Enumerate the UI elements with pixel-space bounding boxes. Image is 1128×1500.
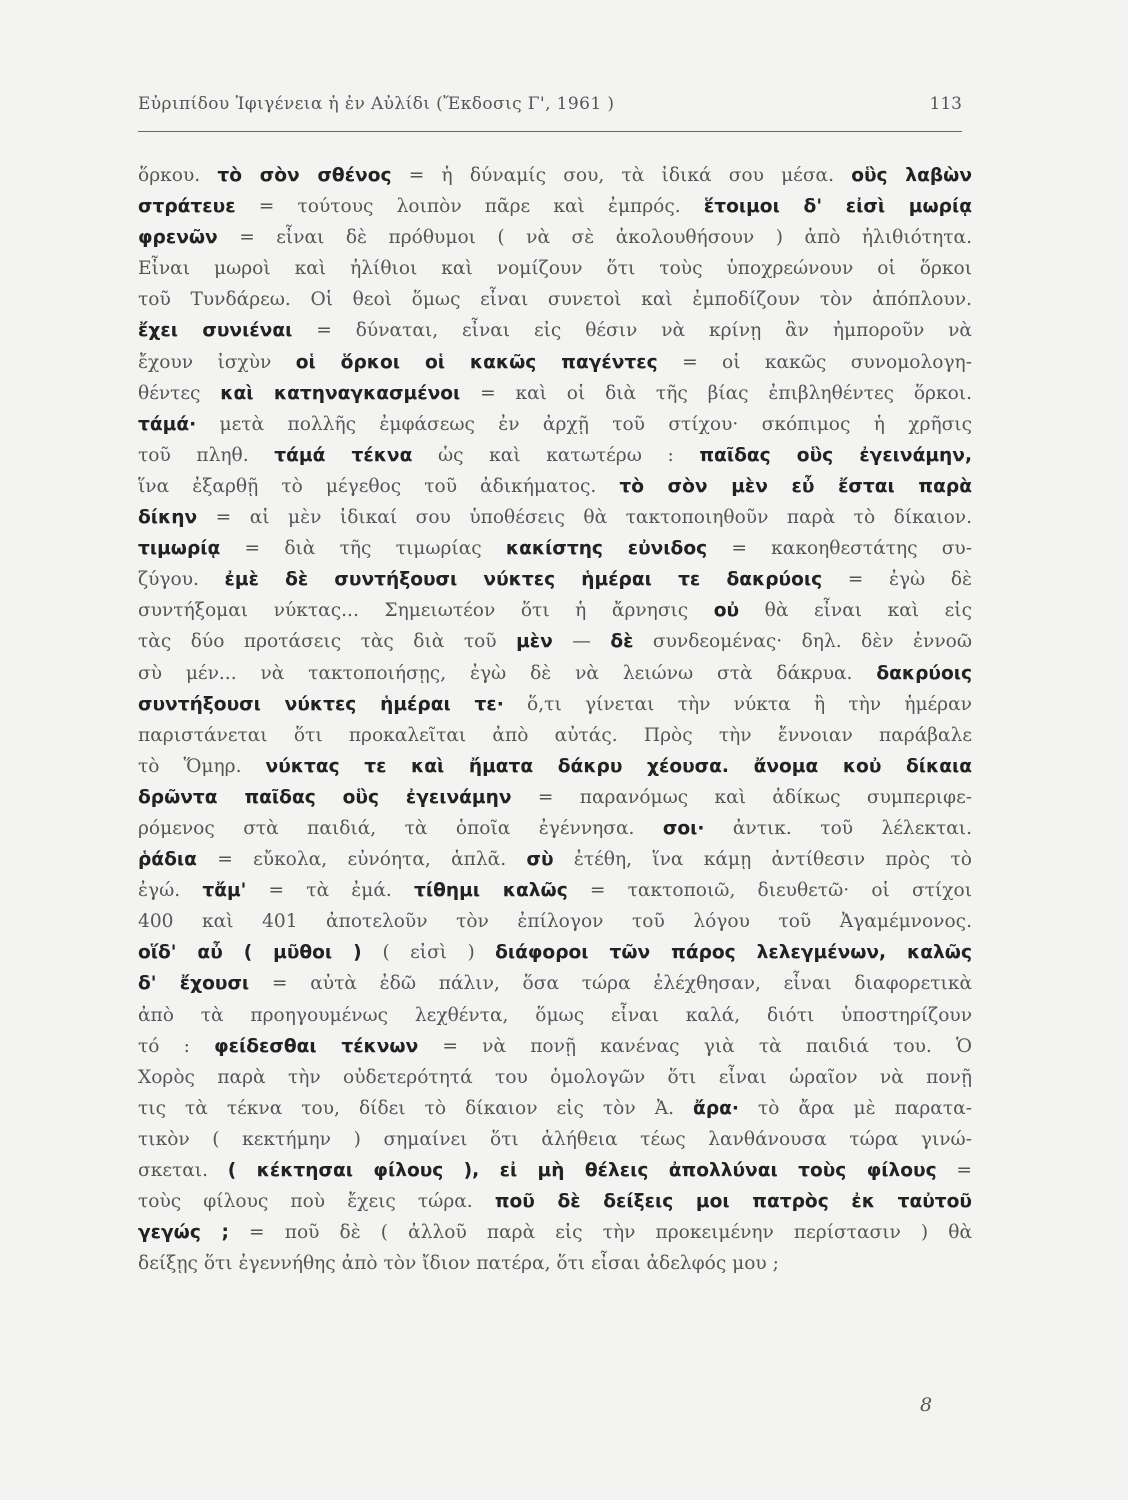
text-line	[138, 1186, 972, 1217]
gloss: —	[552, 631, 611, 653]
gloss: τὰς δύο προτάσεις τὰς διὰ τοῦ	[138, 631, 517, 653]
gloss: ἀντικ. τοῦ λέλεκται.	[704, 817, 972, 839]
lemma: φείδεσθαι τέκνων	[214, 1035, 419, 1057]
text-line	[138, 937, 972, 968]
gloss: = καὶ οἱ διὰ τῆς βίας ἐπιβληθέντες ὅρκοι.	[460, 382, 972, 404]
lemma: δὲ	[610, 631, 634, 653]
gloss: θέντες	[138, 382, 221, 404]
lemma: ἔχει συνιέναι	[138, 320, 293, 342]
text-line	[138, 626, 972, 657]
gloss: ἀπὸ τὰ προηγουμένως λεχθέντα, ὅμως εἶναι καλά, διότι ὑποστηρίζουν	[138, 1004, 972, 1026]
text-line	[138, 502, 972, 533]
gloss: = ἐγὼ δὲ	[822, 569, 972, 591]
text-line	[138, 160, 972, 191]
lemma: νύκτας τε καὶ ἤματα δάκρυ χέουσα. ἄνομα κοὐ δίκαια	[265, 755, 972, 777]
lemma: τὸ σὸν μὲν εὖ ἔσται παρὰ	[619, 475, 972, 497]
gloss: = παρανόμως καὶ ἀδίκως συμπεριφε-	[511, 786, 972, 808]
text-line	[138, 409, 972, 440]
lemma: ( κέκτησαι φίλους ), εἰ μὴ θέλεις ἀπολλύναι τοὺς φίλους	[227, 1160, 937, 1181]
gloss: ἐγώ.	[138, 880, 203, 902]
gloss: σκεται.	[138, 1160, 228, 1181]
text-line	[138, 1217, 972, 1248]
text-line	[138, 471, 972, 502]
lemma: ῥάδια	[138, 849, 197, 871]
page-number: 113	[929, 94, 962, 114]
lemma: ἄρα·	[693, 1097, 739, 1119]
text-line	[138, 1248, 972, 1279]
gloss: = εἶναι δὲ πρόθυμοι ( νὰ σὲ ἀκολουθήσουν ) ἀπὸ ἠλιθιότητα.	[217, 227, 972, 249]
text-line	[138, 595, 972, 626]
gloss: = κακοηθεστάτης συ-	[707, 538, 972, 560]
gloss: τὸ Ὅμηρ.	[138, 755, 266, 777]
text-line	[138, 191, 972, 222]
text-line	[138, 689, 972, 720]
text-line	[138, 284, 972, 315]
lemma: τιμωρίᾳ	[138, 538, 221, 560]
commentary-text	[138, 160, 972, 1279]
lemma: τάμά τέκνα	[274, 444, 413, 466]
text-line	[138, 564, 972, 595]
gloss: τις τὰ τέκνα του, δίδει τὸ δίκαιον εἰς τὸν Ἀ.	[138, 1097, 694, 1119]
gloss: τοὺς φίλους ποὺ ἔχεις τώρα.	[138, 1191, 495, 1213]
text-line	[138, 222, 972, 253]
text-line	[138, 1155, 972, 1186]
gloss: ἐτέθη, ἵνα κάμῃ ἀντίθεσιν πρὸς τὸ	[553, 849, 972, 871]
text-line	[138, 875, 972, 906]
gloss: 400 καὶ 401 ἀποτελοῦν τὸν ἐπίλογον τοῦ λόγου τοῦ Ἀγαμέμνονος.	[138, 911, 972, 933]
text-line	[138, 844, 972, 875]
gloss: μετὰ πολλῆς ἐμφάσεως ἐν ἀρχῇ τοῦ στίχου· σκόπιμος ἡ χρῆσις	[196, 413, 972, 435]
text-line	[138, 751, 972, 782]
gloss: = νὰ πονῇ κανένας γιὰ τὰ παιδιά του. Ὁ	[418, 1035, 972, 1057]
lemma: μὲν	[516, 631, 553, 653]
lemma: τἄμ'	[202, 880, 247, 902]
text-line	[138, 378, 972, 409]
text-line	[138, 782, 972, 813]
gloss: τικὸν ( κεκτήμην ) σημαίνει ὅτι ἀλήθεια τέως λανθάνουσα τώρα γινώ-	[138, 1128, 972, 1150]
lemma: δακρύοις	[876, 662, 972, 684]
text-line	[138, 533, 972, 564]
text-line	[138, 968, 972, 999]
lemma: σοι·	[662, 817, 705, 839]
gloss: = τὰ ἐμά.	[246, 880, 414, 902]
lemma: οὓς λαβὼν	[851, 165, 972, 186]
text-line	[138, 720, 972, 751]
gloss: παριστάνεται ὅτι προκαλεῖται ἀπὸ αὐτάς. Πρὸς τὴν ἔννοιαν παράβαλε	[138, 724, 972, 746]
gloss: = εὔκολα, εὐνόητα, ἁπλᾶ.	[196, 849, 527, 871]
gloss: ρόμενος στὰ παιδιά, τὰ ὁποῖα ἐγέννησα.	[138, 817, 663, 839]
lemma: στράτευε	[138, 196, 236, 218]
gloss: σὺ μέν... νὰ τακτοποιήσῃς, ἐγὼ δὲ νὰ λειώνω στὰ δάκρυα.	[138, 662, 877, 684]
gloss: = οἱ κακῶς συνομολογη-	[657, 351, 972, 373]
text-line	[138, 315, 972, 346]
lemma: σὺ	[526, 849, 554, 871]
gloss: ὅ,τι γίνεται τὴν νύκτα ἢ τὴν ἡμέραν	[503, 693, 972, 715]
lemma: κακίστης εὐνιδος	[505, 538, 708, 560]
lemma: δίκην	[138, 507, 198, 529]
lemma: συντήξουσι νύκτες ἡμέραι τε·	[138, 693, 504, 715]
gloss: =	[936, 1160, 972, 1181]
signature-mark: 8	[920, 1394, 933, 1416]
text-line	[138, 1062, 972, 1093]
gloss: συντήξομαι νύκτας... Σημειωτέον ὅτι ἡ ἄρνησις	[138, 600, 714, 622]
gloss: τὸ ἄρα μὲ παρατα-	[738, 1097, 972, 1119]
gloss: ὅρκου.	[138, 165, 218, 186]
gloss: = τακτοποιῶ, διευθετῶ· οἱ στίχοι	[567, 880, 972, 902]
lemma: ἕτοιμοι δ' εἰσὶ μωρίᾳ	[703, 196, 972, 218]
text-line	[138, 658, 972, 689]
text-line	[138, 906, 972, 937]
lemma: ἐμὲ δὲ συντήξουσι νύκτες ἡμέραι τε δακρύοις	[224, 569, 823, 591]
lemma: φρενῶν	[138, 227, 218, 249]
gloss: = διὰ τῆς τιμωρίας	[220, 538, 506, 560]
lemma: τίθημι καλῶς	[414, 880, 568, 902]
gloss: ζύγου.	[138, 569, 225, 591]
gloss: δείξῃς ὅτι ἐγεννήθης ἀπὸ τὸν ἴδιον πατέρα, ὅτι εἶσαι ἀδελφός μου ;	[138, 1253, 779, 1275]
gloss: τό :	[138, 1035, 215, 1057]
running-header	[138, 92, 962, 132]
gloss: Εἶναι μωροὶ καὶ ἠλίθιοι καὶ νομίζουν ὅτι τοὺς ὑποχρεώνουν οἱ ὅρκοι	[138, 258, 972, 280]
gloss: = ἡ δύναμίς σου, τὰ ἰδικά σου μέσα.	[391, 165, 852, 186]
lemma: διάφοροι τῶν πάρος λελεγμένων, καλῶς	[495, 942, 972, 964]
gloss: τοῦ Τυνδάρεω. Οἱ θεοὶ ὅμως εἶναι συνετοὶ καὶ ἐμποδίζουν τὸν ἀπόπλουν.	[138, 289, 972, 311]
gloss: = αὐτὰ ἐδῶ πάλιν, ὅσα τώρα ἐλέχθησαν, εἶναι διαφορετικὰ	[249, 973, 972, 995]
text-line	[138, 253, 972, 284]
text-line	[138, 1031, 972, 1062]
gloss: = αἱ μὲν ἰδικαί σου ὑποθέσεις θὰ τακτοποιηθοῦν παρὰ τὸ δίκαιον.	[197, 507, 972, 529]
lemma: ποῦ δὲ δείξεις μοι πατρὸς ἐκ ταὐτοῦ	[494, 1191, 972, 1213]
text-line	[138, 1093, 972, 1124]
lemma: τάμά·	[138, 413, 197, 435]
lemma: τὸ σὸν σθένος	[217, 165, 392, 186]
lemma: οἵδ' αὖ ( μῦθοι )	[138, 942, 383, 964]
text-line	[138, 813, 972, 844]
lemma: οἱ ὅρκοι οἱ κακῶς παγέντες	[295, 351, 658, 373]
lemma: οὐ	[713, 600, 740, 622]
gloss: ἵνα ἐξαρθῇ τὸ μέγεθος τοῦ ἀδικήματος.	[138, 475, 620, 497]
text-line	[138, 1000, 972, 1031]
text-line	[138, 440, 972, 471]
text-line	[138, 347, 972, 378]
lemma: καὶ κατηναγκασμένοι	[220, 382, 461, 404]
gloss: Χορὸς παρὰ τὴν οὐδετερότητά του ὁμολογῶν ὅτι εἶναι ὡραῖον νὰ πονῇ	[138, 1066, 972, 1088]
gloss: = τούτους λοιπὸν πᾶρε καὶ ἐμπρός.	[235, 196, 704, 218]
lemma: παῖδας οὓς ἐγεινάμην,	[699, 444, 972, 466]
gloss: ὡς καὶ κατωτέρω :	[412, 444, 700, 466]
gloss: ( εἰσὶ )	[382, 942, 496, 964]
gloss: ἔχουν ἰσχὺν	[138, 351, 296, 373]
gloss: = δύναται, εἶναι εἰς θέσιν νὰ κρίνῃ ἂν ἠμποροῦν νὰ	[292, 320, 972, 342]
lemma: δ' ἔχουσι	[138, 973, 250, 995]
text-line	[138, 1124, 972, 1155]
gloss: συνδεομένας· δηλ. δὲν ἐννοῶ	[633, 631, 972, 653]
gloss: τοῦ πληθ.	[138, 444, 275, 466]
lemma: δρῶντα παῖδας οὓς ἐγεινάμην	[138, 786, 512, 808]
lemma: γεγώς ;	[138, 1222, 229, 1244]
gloss: = ποῦ δὲ ( ἀλλοῦ παρὰ εἰς τὴν προκειμένην περίστασιν ) θὰ	[228, 1222, 972, 1244]
gloss: θὰ εἶναι καὶ εἰς	[739, 600, 972, 622]
header-title: Εὐριπίδου Ἰφιγένεια ἡ ἐν Αὐλίδι (Ἔκδοσις Γ', 1961 )	[138, 94, 615, 114]
